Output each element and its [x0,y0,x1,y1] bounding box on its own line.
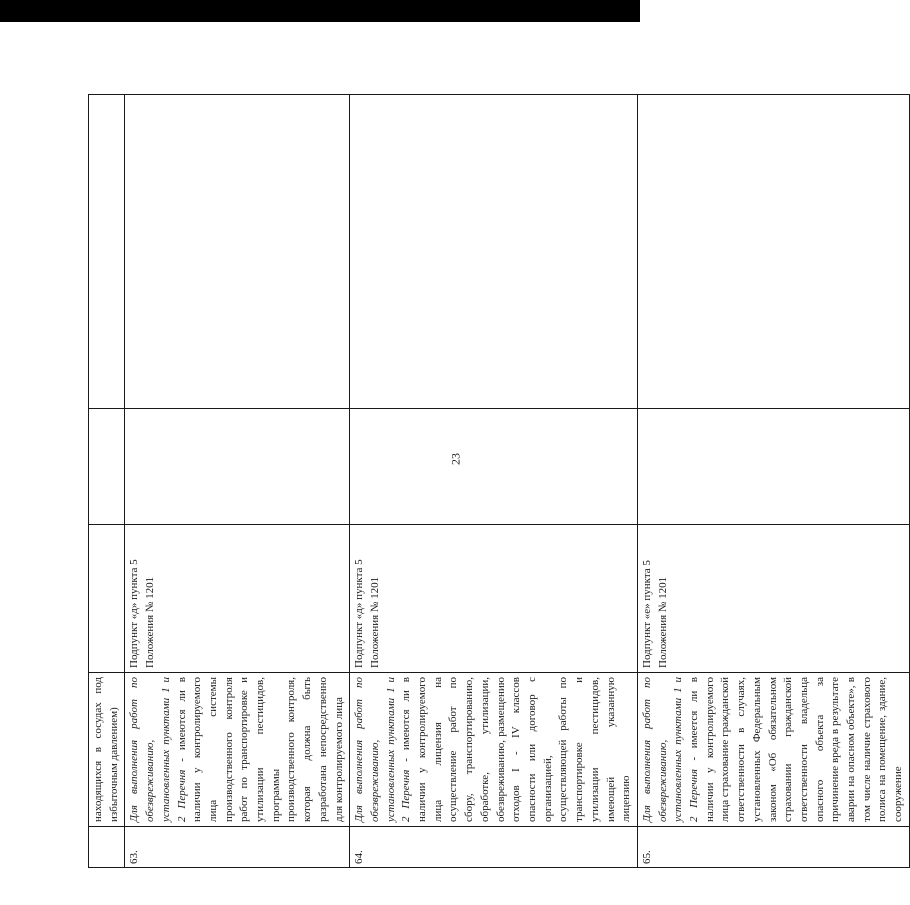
cell-reference: Подпункт «е» пункта 5 Положения № 1201 [637,525,909,673]
cell-num: 63. [125,827,350,868]
cell-empty [89,409,125,525]
cell-empty [125,95,350,409]
cell-description [637,673,909,827]
cell-empty [350,95,638,409]
cell-description [125,673,350,827]
table-row [350,95,638,868]
table-row [125,95,350,868]
row-lead: Для выполнения работ по обезвреживанию, установленных пунктами 1 и 2 Перечня - [353,677,413,822]
cell-reference: Подпункт «д» пункта 5 Положения № 1201 [125,525,350,673]
row-lead: Для выполнения работ по обезвреживанию, установленных пунктами 1 и 2 Перечня - [640,677,701,822]
row-body: имеется ли в наличии у контролируемого лица страхование гражданской ответственности в случаях, установленных Федеральным законом «Об обязательном страховании гражданской ответственности владельца опасного объекта за причинение вреда в результате аварии на опасном объекте», в том числе наличие страхового полиса на помещение, здание, сооружение [688,677,905,822]
page-number: 23 [448,453,463,465]
cell-reference: Подпункт «д» пункта 5 Положения № 1201 [350,525,638,673]
cell-num [89,827,125,868]
rotated-table-wrapper [88,95,905,868]
cell-empty [89,95,125,409]
cell-empty [637,409,909,525]
cell-reference [89,525,125,673]
table-row [637,95,909,868]
cell-empty [125,409,350,525]
cell-num: 64. [350,827,638,868]
cell-num: 65. [637,827,909,868]
cell-empty [637,95,909,409]
row-lead: Для выполнения работ по обезвреживанию, установленных пунктами 1 и 2 Перечня - [128,677,188,822]
table-row-continuation [89,95,125,868]
row-body: имеются ли в наличии у контролируемого лица системы производственного контроля работ по транспортировке и утилизации пестицидов, программы производственного контроля, которая должна быть разработана непосредственно для контролируемого лица [175,677,345,822]
cell-empty [350,409,638,525]
requirements-table [88,94,910,868]
top-black-bar [0,0,640,22]
row-body: имеются ли в наличии у контролируемого лица лицензия на осуществление работ по сбору, транспортированию, обработке, утилизации, обезвреживанию, размещению отходов I - IV классов опасности или договор с организацией, осуществляющей работы по транспортировке и утилизации пестицидов, имеющей указанную лицензию [400,677,633,822]
cell-description: находящихся в сосудах под избыточным давлением) [89,673,125,827]
cell-description [350,673,638,827]
